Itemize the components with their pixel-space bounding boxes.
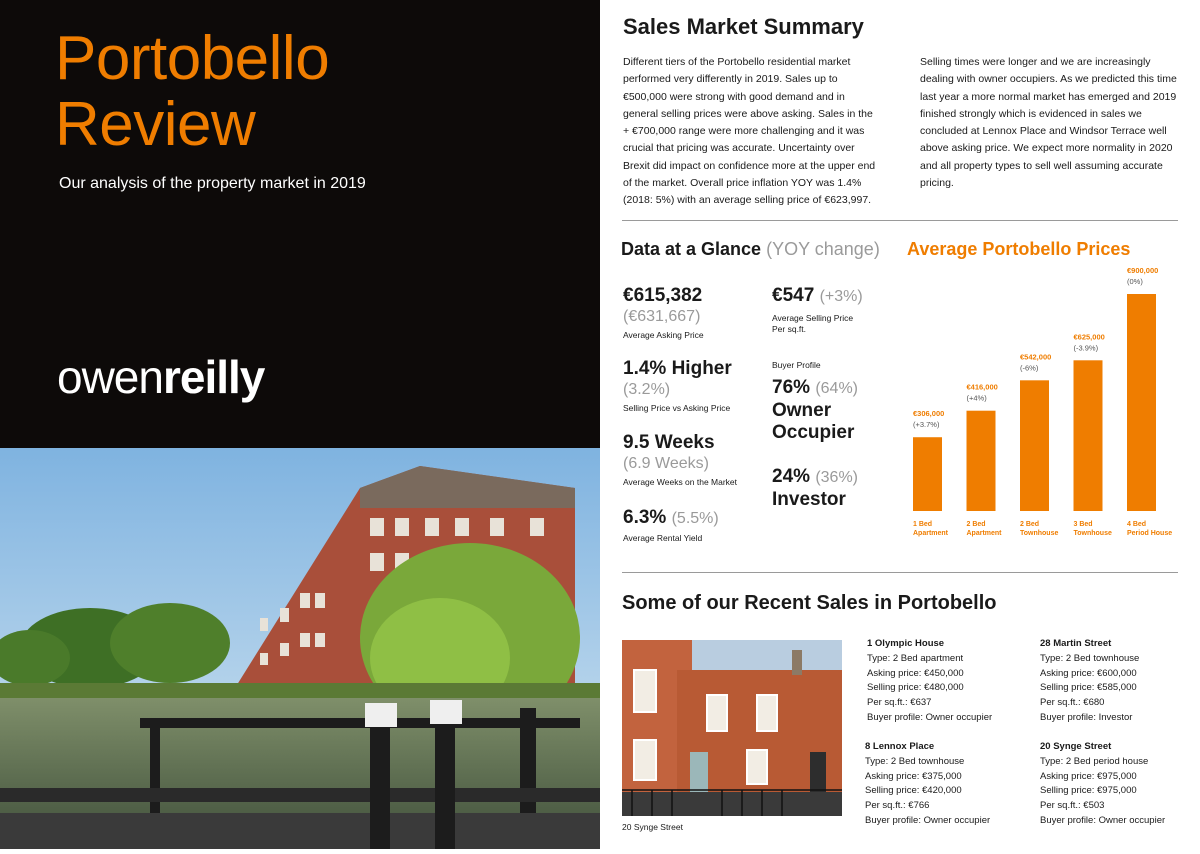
summary-paragraph-2: Selling times were longer and we are increasingly dealing with owner occupiers. As we predicted this time last year a more normal market has emerged and 2019 finished strongly which is evidenced in sales we concluded at Lennox Place and Windsor Terrace well above asking price. We expect more normality in 2020 and all property types to sell well assuming accurate pricing. (920, 56, 1177, 190)
sale-selling: Selling price: €420,000 (865, 785, 962, 797)
photo-caption: 20 Synge Street (622, 822, 683, 832)
chart-category-label: Apartment (913, 530, 949, 537)
sale-asking: Asking price: €375,000 (865, 770, 962, 782)
sale-card (865, 740, 990, 829)
chart-category-label: 3 Bed (1073, 521, 1093, 528)
stat-yield-prev: (5.5%) (671, 510, 719, 527)
stat-higher-value: 1.4% Higher (623, 358, 732, 379)
sale-buyer: Buyer profile: Owner occupier (1040, 814, 1166, 826)
chart-change-label: (+4%) (966, 393, 987, 403)
glance-title-main: Data at a Glance (621, 239, 762, 259)
divider-bottom (622, 572, 1178, 573)
sale-name: 1 Olympic House (867, 638, 945, 649)
stat-buyer-profile (772, 360, 858, 444)
sale-asking: Asking price: €450,000 (867, 667, 964, 679)
stat-asking-label: Average Asking Price (623, 330, 704, 340)
sale-selling: Selling price: €975,000 (1040, 785, 1137, 797)
chart-value-label: €416,000 (966, 382, 998, 392)
sale-type: Type: 2 Bed apartment (867, 652, 964, 664)
canal-illustration (0, 448, 600, 849)
owner-line-1: Owner (772, 400, 832, 421)
synge-street-photo (622, 640, 842, 816)
investor-value: 24% (772, 466, 811, 487)
chart-value-label: €625,000 (1073, 332, 1105, 342)
chart-change-label: (+3.7%) (913, 420, 940, 430)
sale-name: 8 Lennox Place (865, 741, 935, 752)
stat-yield-value: 6.3% (623, 507, 667, 528)
hero-title (55, 26, 329, 158)
sale-buyer: Buyer profile: Investor (1040, 711, 1133, 723)
stat-higher-prev: (3.2%) (623, 381, 671, 398)
stat-asking-prev: (€631,667) (623, 308, 701, 325)
sale-buyer: Buyer profile: Owner occupier (867, 711, 993, 723)
sale-sqft: Per sq.ft.: €637 (867, 697, 932, 709)
chart-title: Average Portobello Prices (907, 239, 1131, 259)
sale-type: Type: 2 Bed townhouse (865, 755, 965, 767)
sale-sqft: Per sq.ft.: €503 (1040, 800, 1105, 812)
summary-heading: Sales Market Summary (623, 14, 864, 39)
chart-bar (967, 411, 996, 511)
investor-prev: (36%) (815, 469, 858, 486)
owner-prev: (64%) (815, 380, 858, 397)
glance-title-note: (YOY change) (766, 239, 880, 259)
sale-asking: Asking price: €975,000 (1040, 770, 1137, 782)
chart-category-label: Townhouse (1073, 530, 1112, 537)
stat-asking-value: €615,382 (623, 285, 703, 306)
stat-price-vs-asking (623, 358, 732, 414)
chart-bar (1020, 380, 1049, 511)
chart-category-label: Apartment (966, 530, 1002, 537)
stat-investor (772, 466, 858, 511)
chart-change-label: (0%) (1127, 277, 1143, 286)
chart-category-label: Townhouse (1020, 530, 1059, 537)
sale-type: Type: 2 Bed townhouse (1040, 652, 1140, 664)
sale-card (867, 637, 992, 726)
chart-value-label: €900,000 (1127, 266, 1159, 275)
house-illustration (622, 640, 842, 816)
sale-type: Type: 2 Bed period house (1040, 755, 1149, 767)
chart-category-label: 4 Bed (1127, 521, 1147, 528)
owner-line-2: Occupier (772, 422, 855, 443)
hero-title-line1: Portobello (55, 24, 330, 93)
owner-value: 76% (772, 377, 811, 398)
average-prices-chart (905, 266, 1180, 540)
stat-yield-label: Average Rental Yield (623, 533, 703, 543)
brand-light: owen (57, 351, 163, 403)
chart-category-label: 2 Bed (1020, 521, 1040, 528)
stat-sqft-label-1: Average Selling Price (772, 313, 854, 323)
sale-sqft: Per sq.ft.: €766 (865, 800, 930, 812)
sale-name: 20 Synge Street (1040, 741, 1112, 752)
stat-sqft-change: (+3%) (819, 288, 863, 305)
sale-selling: Selling price: €585,000 (1040, 682, 1137, 694)
chart-value-label: €306,000 (913, 409, 945, 419)
chart-category-label: 2 Bed (966, 521, 986, 528)
sale-sqft: Per sq.ft.: €680 (1040, 697, 1105, 709)
chart-bar (1127, 294, 1156, 511)
chart-category-label: 1 Bed (913, 521, 933, 528)
stat-sqft-price (772, 285, 863, 335)
stat-weeks-on-market (623, 432, 737, 488)
stat-weeks-label: Average Weeks on the Market (623, 477, 738, 487)
stat-higher-label: Selling Price vs Asking Price (623, 403, 731, 413)
sale-card (1040, 740, 1165, 829)
chart-bar (913, 437, 942, 511)
hero-title-line2: Review (55, 90, 256, 159)
stat-asking-price (623, 285, 704, 341)
sale-card (1040, 637, 1139, 726)
glance-title (621, 239, 880, 260)
divider-top (622, 220, 1178, 221)
summary-paragraph-1: Different tiers of the Portobello residential market performed very differently in 2019. Sales up to €500,000 were strong with good demand and in general selling prices were above asking. Sales in the + €700,000 range were more challenging and it was crucial that pricing was accurate. Uncertainty over Brexit did impact on confidence more at the upper end of the market. Overall price inflation YOY was 1.4% (2018: 5%) with an average selling price of €623,997. (623, 56, 876, 207)
stat-rental-yield (623, 507, 719, 544)
sale-asking: Asking price: €600,000 (1040, 667, 1137, 679)
hero-subtitle: Our analysis of the property market in 2019 (59, 175, 366, 192)
brand-logo (57, 350, 264, 404)
investor-line: Investor (772, 489, 846, 510)
recent-sales-heading: Some of our Recent Sales in Portobello (622, 592, 997, 614)
canal-photo (0, 448, 600, 849)
chart-change-label: (-3.9%) (1073, 343, 1099, 353)
chart-value-label: €542,000 (1020, 352, 1052, 362)
stat-sqft-label-2: Per sq.ft. (772, 324, 807, 334)
sale-name: 28 Martin Street (1040, 638, 1112, 649)
buyer-profile-label: Buyer Profile (772, 360, 821, 370)
stat-weeks-prev: (6.9 Weeks) (623, 455, 709, 472)
chart-change-label: (-6%) (1020, 363, 1039, 373)
hero-panel (0, 0, 600, 448)
sale-buyer: Buyer profile: Owner occupier (865, 814, 991, 826)
stat-sqft-value: €547 (772, 285, 815, 306)
brand-bold: reilly (162, 351, 265, 403)
sale-selling: Selling price: €480,000 (867, 682, 964, 694)
stat-weeks-value: 9.5 Weeks (623, 432, 715, 453)
chart-category-label: Period House (1127, 530, 1173, 537)
chart-bar (1074, 360, 1103, 511)
